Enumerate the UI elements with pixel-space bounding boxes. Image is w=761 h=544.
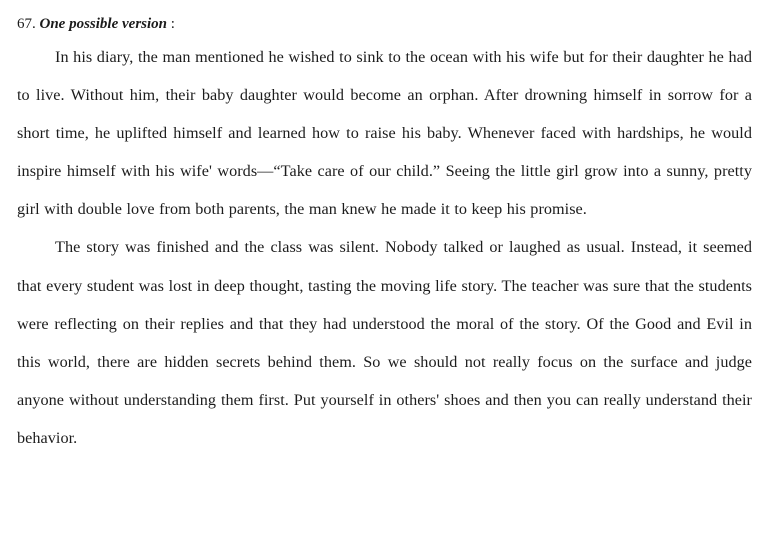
heading-colon: : [167, 16, 175, 32]
paragraph-2: The story was finished and the class was silent. Nobody talked or laughed as usual. Instead, it seemed that every student was lost in deep thought, tasting the moving life story. The teacher was sure that the students were reflecting on their replies and that they had understood the moral of the story. Of the Good and Evil in this world, there are hidden secrets behind them. So we should not really focus on the surface and judge anyone without understanding them first. Put yourself in others' shoes and then you can really understand their behavior. [17, 238, 752, 447]
answer-heading [17, 14, 752, 34]
question-number: 67. [17, 16, 36, 32]
paragraph-1: In his diary, the man mentioned he wished to sink to the ocean with his wife but for their daughter he had to live. Without him, their baby daughter would become an orphan. After drowning himself in sorrow for a short time, he uplifted himself and learned how to raise his baby. Whenever faced with hardships, he would inspire himself with his wife' words—“Take care of our child.” Seeing the little girl grow into a sunny, pretty girl with double love from both parents, the man knew he made it to keep his promise. [17, 48, 752, 219]
answer-title: One possible version [39, 16, 167, 32]
